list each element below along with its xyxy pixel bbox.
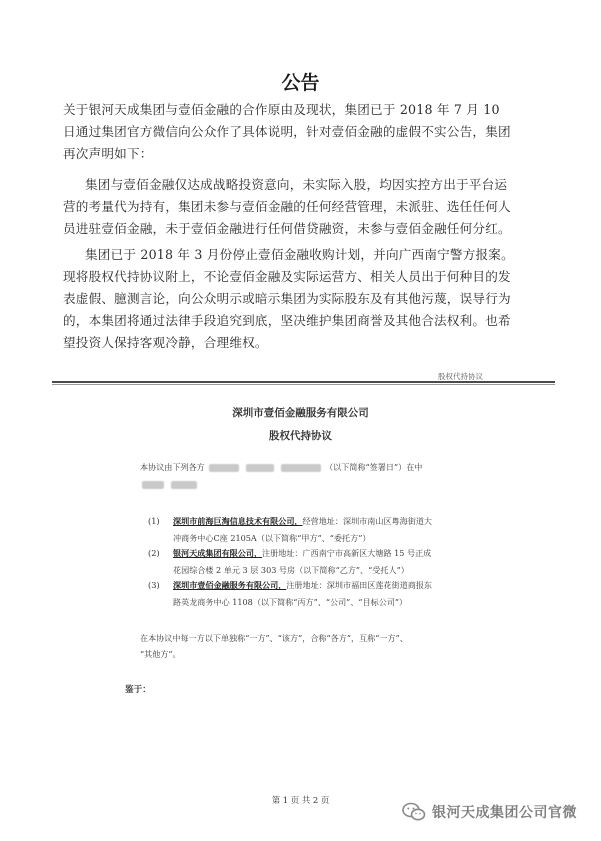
whereas-heading: 鉴于： — [125, 685, 151, 695]
party-detail: 经营地址：深圳市南山区粤海街道大 — [302, 516, 433, 526]
notice-line: 关于银河天成集团与壹佰金融的合作原由及现状，集团已于 2018 年 7 月 10 — [63, 102, 500, 117]
party-entry — [173, 577, 573, 611]
notice-line: 集团已于 2018 年 3 月份停止壹佰金融收购计划，并向广西南宁警方报案。 — [85, 247, 514, 262]
party-detail: 注册地址：深圳市福田区莲花街道商报东 — [286, 580, 433, 590]
notice-line: 日通过集团官方微信向公众作了具体说明，针对壹佰金融的虚假不实公告，集团 — [63, 124, 511, 139]
redacted-block — [246, 464, 274, 472]
clause-text — [140, 630, 470, 662]
party-entry — [173, 513, 573, 547]
party-detail: 花园综合楼 2 单元 3 层 303 号房（以下简称“乙方”、“受托人”） — [173, 565, 409, 575]
notice-line: 再次声明如下： — [63, 146, 153, 161]
clause-line: 在本协议中每一方以下单独称“一方”、“该方”，合称“各方”，互称“一方”、 — [140, 633, 408, 643]
redacted-block — [209, 464, 239, 472]
watermark — [402, 802, 577, 822]
notice-line: 集团与壹佰金融仅达成战略投资意向，未实际入股，均因实控方出于平台运 — [85, 177, 508, 192]
notice-body — [63, 266, 543, 354]
redacted-block — [281, 464, 321, 472]
party-name: 深圳市壹佰金融服务有限公司， — [173, 580, 287, 590]
redacted-line — [140, 476, 199, 492]
notice-line: 的，本集团将通过法律手段追究到底，坚决维护集团商誉及其他合法权利。也希 — [63, 313, 511, 328]
redacted-block — [142, 481, 164, 489]
party-entry — [173, 545, 573, 579]
notice-line: 表虚假、臆测言论，向公众明示或暗示集团为实际股东及有其他污蔑，误导行为 — [63, 291, 511, 306]
party-number: (2) — [148, 548, 160, 558]
scan-header-tag: 股权代持协议 — [438, 372, 483, 381]
page-number: 第 1 页 共 2 页 — [271, 795, 330, 805]
party-number: (3) — [148, 580, 160, 590]
party-name: 深圳市前海巨淘信息技术有限公司， — [173, 516, 303, 526]
notice-body — [85, 244, 555, 266]
party-number: (1) — [148, 516, 160, 526]
notice-body — [63, 99, 543, 165]
scan-divider — [52, 381, 555, 383]
company-name: 深圳市壹佰金融服务有限公司 — [232, 407, 369, 419]
agreement-intro — [140, 459, 480, 475]
party-detail: 路英龙商务中心 1108（以下简称“丙方”、“公司”、“目标公司”） — [173, 597, 408, 607]
notice-body — [63, 196, 543, 240]
wechat-icon — [402, 802, 426, 822]
redacted-block — [171, 481, 197, 489]
scan-divider-thin — [52, 384, 555, 385]
notice-line: 营的考量代为持有，集团未参与壹佰金融的任何经营管理，未派驻、选任任何人 — [63, 199, 511, 214]
notice-body — [85, 174, 555, 196]
party-detail: 注册地址：广西南宁市高新区大塘路 15 号正成 — [262, 548, 432, 558]
clause-line: “其他方”。 — [140, 649, 181, 659]
agreement-title: 股权代持协议 — [269, 430, 332, 442]
intro-prefix: 本协议由下列各方 — [140, 462, 205, 472]
notice-title: 公告 — [281, 72, 320, 94]
party-name: 银河天成集团有限公司， — [173, 548, 263, 558]
notice-line: 望投资人保持客观冷静，合理维权。 — [63, 335, 268, 350]
notice-line: 现将股权代持协议附上，不论壹佰金融及实际运营方、相关人员出于何种目的发 — [63, 269, 511, 284]
intro-suffix: （以下简称“签署日”）在中 — [325, 462, 423, 472]
watermark-text: 银河天成集团公司官微 — [432, 805, 577, 821]
party-detail: 冲商务中心C座 2105A（以下简称“甲方”、“委托方”） — [173, 533, 371, 543]
notice-line: 员进驻壹佰金融，未于壹佰金融进行任何借贷融资，未参与壹佰金融任何分红。 — [63, 221, 511, 236]
